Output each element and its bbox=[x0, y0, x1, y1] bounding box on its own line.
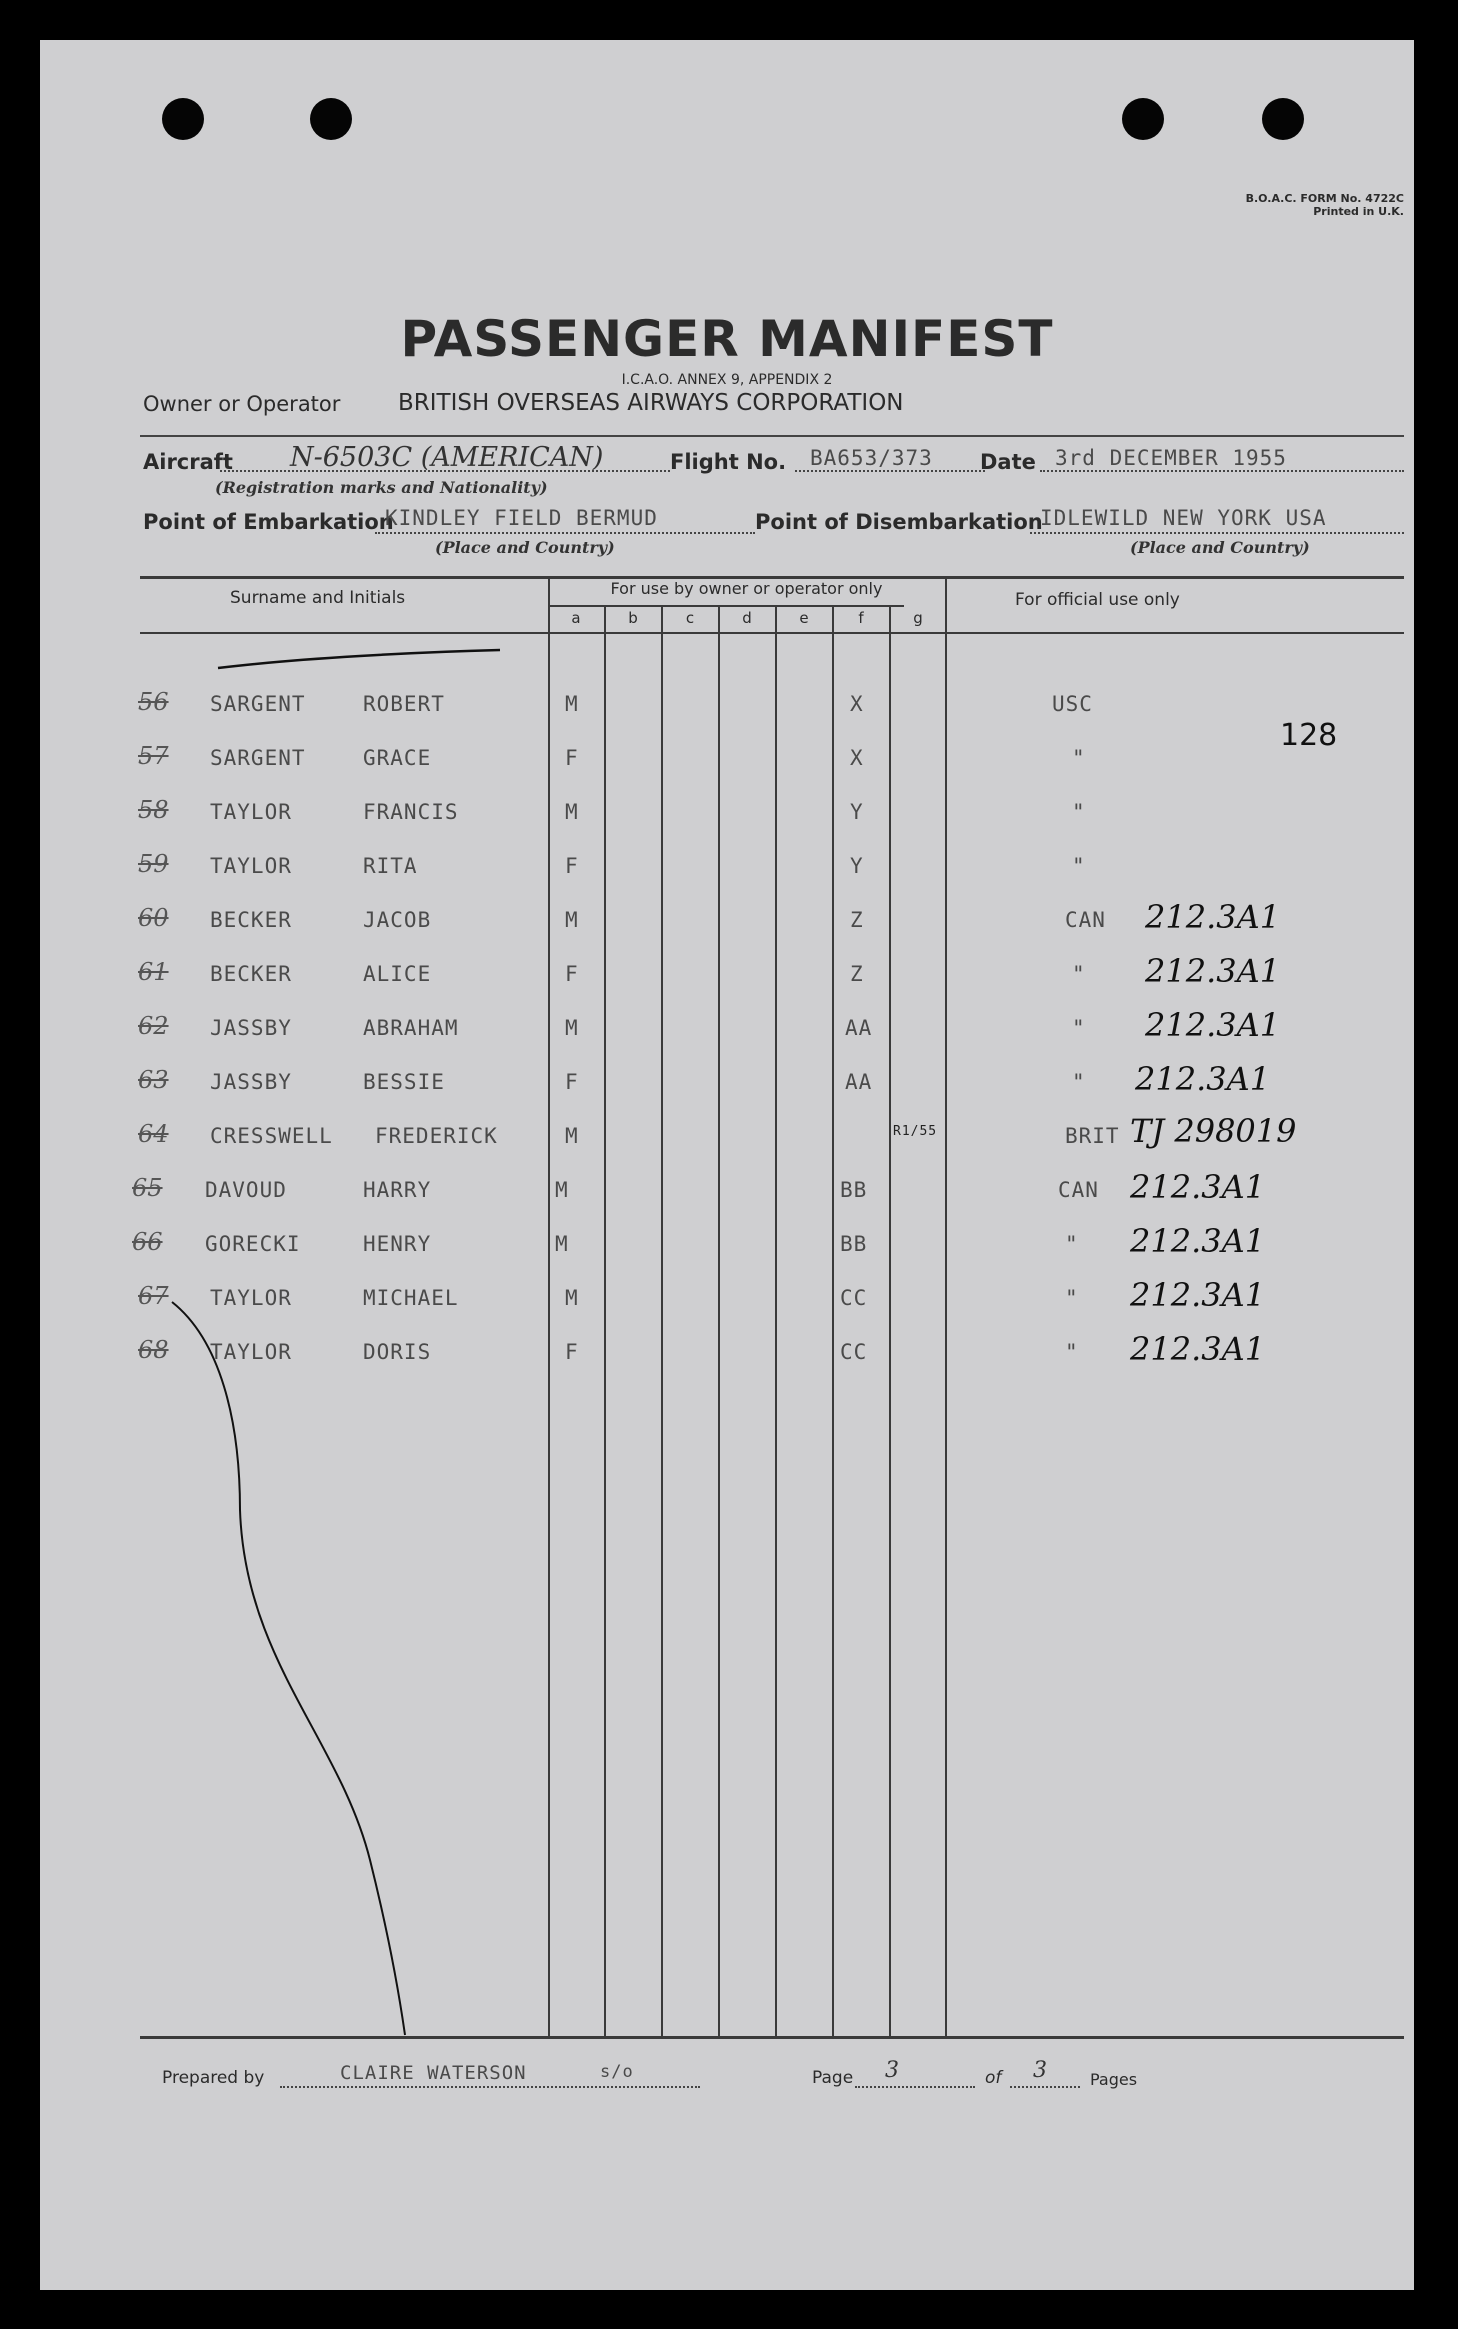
row-firstname: RITA bbox=[363, 854, 418, 878]
row-firstname: HENRY bbox=[363, 1232, 432, 1256]
form-number: B.O.A.C. FORM No. 4722C bbox=[1245, 192, 1404, 205]
of-dotline bbox=[1010, 2086, 1080, 2088]
header-col-c: c bbox=[685, 609, 695, 627]
row-official-handwritten: 212.3A1 bbox=[1130, 1168, 1266, 1206]
row-firstname: GRACE bbox=[363, 746, 432, 770]
row-sex: F bbox=[565, 746, 579, 770]
table-row bbox=[40, 1168, 1414, 1228]
row-nationality: " bbox=[1072, 746, 1086, 770]
row-surname: BECKER bbox=[210, 908, 292, 932]
row-col-f: BB bbox=[840, 1178, 868, 1202]
row-number: 66 bbox=[132, 1228, 163, 1256]
row-nationality: " bbox=[1065, 1286, 1079, 1310]
page-value: 3 bbox=[885, 2058, 899, 2083]
row-surname: SARGENT bbox=[210, 692, 306, 716]
row-number: 62 bbox=[138, 1012, 169, 1040]
aircraft-value: N-6503C (AMERICAN) bbox=[290, 442, 604, 473]
row-firstname: ABRAHAM bbox=[363, 1016, 459, 1040]
page-dotline bbox=[855, 2086, 975, 2088]
of-label: of bbox=[985, 2068, 1002, 2088]
row-official-handwritten: 212.3A1 bbox=[1130, 1330, 1266, 1368]
table-row bbox=[40, 1276, 1414, 1336]
header-col-a: a bbox=[571, 609, 581, 627]
row-surname: GORECKI bbox=[205, 1232, 301, 1256]
table-row bbox=[40, 898, 1414, 958]
row-surname: DAVOUD bbox=[205, 1178, 287, 1202]
row-col-f: Y bbox=[850, 800, 864, 824]
date-value: 3rd DECEMBER 1955 bbox=[1055, 446, 1287, 470]
table-row bbox=[40, 796, 1414, 850]
row-nationality: " bbox=[1065, 1340, 1079, 1364]
prepared-by-value: CLAIRE WATERSON bbox=[340, 2062, 527, 2084]
row-col-f: Y bbox=[850, 854, 864, 878]
row-firstname: DORIS bbox=[363, 1340, 432, 1364]
row-number: 57 bbox=[138, 742, 169, 770]
disembark-label: Point of Disembarkation bbox=[755, 510, 1043, 534]
row-sex: M bbox=[565, 908, 579, 932]
row-official-handwritten: 212.3A1 bbox=[1130, 1276, 1266, 1314]
row-number: 67 bbox=[138, 1282, 169, 1310]
disembark-note: (Place and Country) bbox=[1130, 538, 1310, 557]
row-surname: SARGENT bbox=[210, 746, 306, 770]
row-col-f: X bbox=[850, 692, 864, 716]
table-row bbox=[40, 688, 1414, 742]
row-nationality: " bbox=[1072, 1016, 1086, 1040]
row-firstname: HARRY bbox=[363, 1178, 432, 1202]
row-number: 68 bbox=[138, 1336, 169, 1364]
row-number: 64 bbox=[138, 1120, 169, 1148]
table-bottom-rule bbox=[140, 2036, 1404, 2039]
printed-in: Printed in U.K. bbox=[1313, 205, 1404, 218]
row-firstname: BESSIE bbox=[363, 1070, 445, 1094]
row-number: 59 bbox=[138, 850, 169, 878]
row-number: 65 bbox=[132, 1174, 163, 1202]
row-firstname: FREDERICK bbox=[375, 1124, 498, 1148]
prepared-by-label: Prepared by bbox=[162, 2068, 265, 2088]
row-nationality: CAN bbox=[1065, 908, 1106, 932]
row-col-f: CC bbox=[840, 1286, 868, 1310]
row-number: 60 bbox=[138, 904, 169, 932]
row-sex: M bbox=[565, 1016, 579, 1040]
header-col-g: g bbox=[913, 609, 923, 627]
row-official-handwritten: 212.3A1 bbox=[1135, 1060, 1271, 1098]
row-nationality: " bbox=[1072, 1070, 1086, 1094]
row-col-f: CC bbox=[840, 1340, 868, 1364]
row-number: 56 bbox=[138, 688, 169, 716]
table-row bbox=[40, 1330, 1414, 1390]
table-row bbox=[40, 742, 1414, 796]
row-official-handwritten: TJ 298019 bbox=[1130, 1112, 1297, 1150]
row-sex: M bbox=[555, 1178, 569, 1202]
row-surname: TAYLOR bbox=[210, 800, 292, 824]
table-row bbox=[40, 1006, 1414, 1066]
row-official-handwritten: 212.3A1 bbox=[1130, 1222, 1266, 1260]
header-col-e: e bbox=[799, 609, 809, 627]
of-value: 3 bbox=[1033, 2058, 1047, 2083]
row-sex: F bbox=[565, 854, 579, 878]
flight-value: BA653/373 bbox=[810, 446, 933, 470]
row-surname: CRESSWELL bbox=[210, 1124, 333, 1148]
row-official-handwritten: 212.3A1 bbox=[1145, 1006, 1281, 1044]
row-firstname: ALICE bbox=[363, 962, 432, 986]
table-row bbox=[40, 1222, 1414, 1282]
page-number: 128 bbox=[1280, 718, 1338, 753]
row-official-handwritten: 212.3A1 bbox=[1145, 898, 1281, 936]
header-col-d: d bbox=[742, 609, 752, 627]
table-row bbox=[40, 850, 1414, 904]
page-subtitle: I.C.A.O. ANNEX 9, APPENDIX 2 bbox=[621, 372, 833, 388]
page-title: PASSENGER MANIFEST bbox=[400, 310, 1054, 368]
row-sex: M bbox=[555, 1232, 569, 1256]
row-surname: TAYLOR bbox=[210, 1286, 292, 1310]
row-number: 63 bbox=[138, 1066, 169, 1094]
embark-note: (Place and Country) bbox=[435, 538, 615, 557]
row-surname: TAYLOR bbox=[210, 1340, 292, 1364]
row-col-f: AA bbox=[845, 1070, 873, 1094]
row-number: 58 bbox=[138, 796, 169, 824]
date-label: Date bbox=[980, 450, 1036, 474]
row-firstname: ROBERT bbox=[363, 692, 445, 716]
row-number: 61 bbox=[138, 958, 169, 986]
owner-label: Owner or Operator bbox=[143, 392, 341, 416]
row-sex: F bbox=[565, 962, 579, 986]
row-surname: TAYLOR bbox=[210, 854, 292, 878]
flight-label: Flight No. bbox=[670, 450, 787, 474]
row-firstname: FRANCIS bbox=[363, 800, 459, 824]
row-nationality: " bbox=[1072, 800, 1086, 824]
header-operator: For use by owner or operator only bbox=[610, 579, 883, 598]
table-row bbox=[40, 952, 1414, 1012]
row-surname: BECKER bbox=[210, 962, 292, 986]
row-nationality: BRIT bbox=[1065, 1124, 1120, 1148]
disembark-value: IDLEWILD NEW YORK USA bbox=[1040, 506, 1327, 530]
row-official-handwritten: 212.3A1 bbox=[1145, 952, 1281, 990]
row-sex: M bbox=[565, 1286, 579, 1310]
header-col-b: b bbox=[628, 609, 638, 627]
aircraft-label: Aircraft bbox=[143, 450, 233, 474]
prepared-by-suffix: s/o bbox=[600, 2062, 634, 2082]
row-nationality: " bbox=[1072, 854, 1086, 878]
pages-label: Pages bbox=[1090, 2070, 1138, 2089]
manifest-page bbox=[40, 40, 1414, 2290]
row-col-f: AA bbox=[845, 1016, 873, 1040]
row-sex: F bbox=[565, 1340, 579, 1364]
row-col-f: X bbox=[850, 746, 864, 770]
row-sex: M bbox=[565, 800, 579, 824]
row-nationality: " bbox=[1072, 962, 1086, 986]
header-surname: Surname and Initials bbox=[230, 588, 406, 608]
row-sex: F bbox=[565, 1070, 579, 1094]
row-col-f: Z bbox=[850, 962, 864, 986]
table-row bbox=[40, 1112, 1414, 1174]
owner-value: BRITISH OVERSEAS AIRWAYS CORPORATION bbox=[398, 390, 904, 416]
prepared-by-dotline bbox=[280, 2086, 700, 2088]
row-firstname: JACOB bbox=[363, 908, 432, 932]
embark-label: Point of Embarkation bbox=[143, 510, 394, 534]
row-nationality: " bbox=[1065, 1232, 1079, 1256]
embark-value: KINDLEY FIELD BERMUD bbox=[385, 506, 658, 530]
row-col-g: R1/55 bbox=[893, 1124, 938, 1139]
row-nationality: USC bbox=[1052, 692, 1093, 716]
row-surname: JASSBY bbox=[210, 1016, 292, 1040]
page-label: Page bbox=[812, 2068, 854, 2088]
row-sex: M bbox=[565, 692, 579, 716]
row-firstname: MICHAEL bbox=[363, 1286, 459, 1310]
row-col-f: BB bbox=[840, 1232, 868, 1256]
row-col-f: Z bbox=[850, 908, 864, 932]
header-col-f: f bbox=[858, 609, 864, 627]
row-surname: JASSBY bbox=[210, 1070, 292, 1094]
aircraft-note: (Registration marks and Nationality) bbox=[215, 478, 548, 497]
row-nationality: CAN bbox=[1058, 1178, 1099, 1202]
header-official: For official use only bbox=[1015, 590, 1180, 610]
row-sex: M bbox=[565, 1124, 579, 1148]
